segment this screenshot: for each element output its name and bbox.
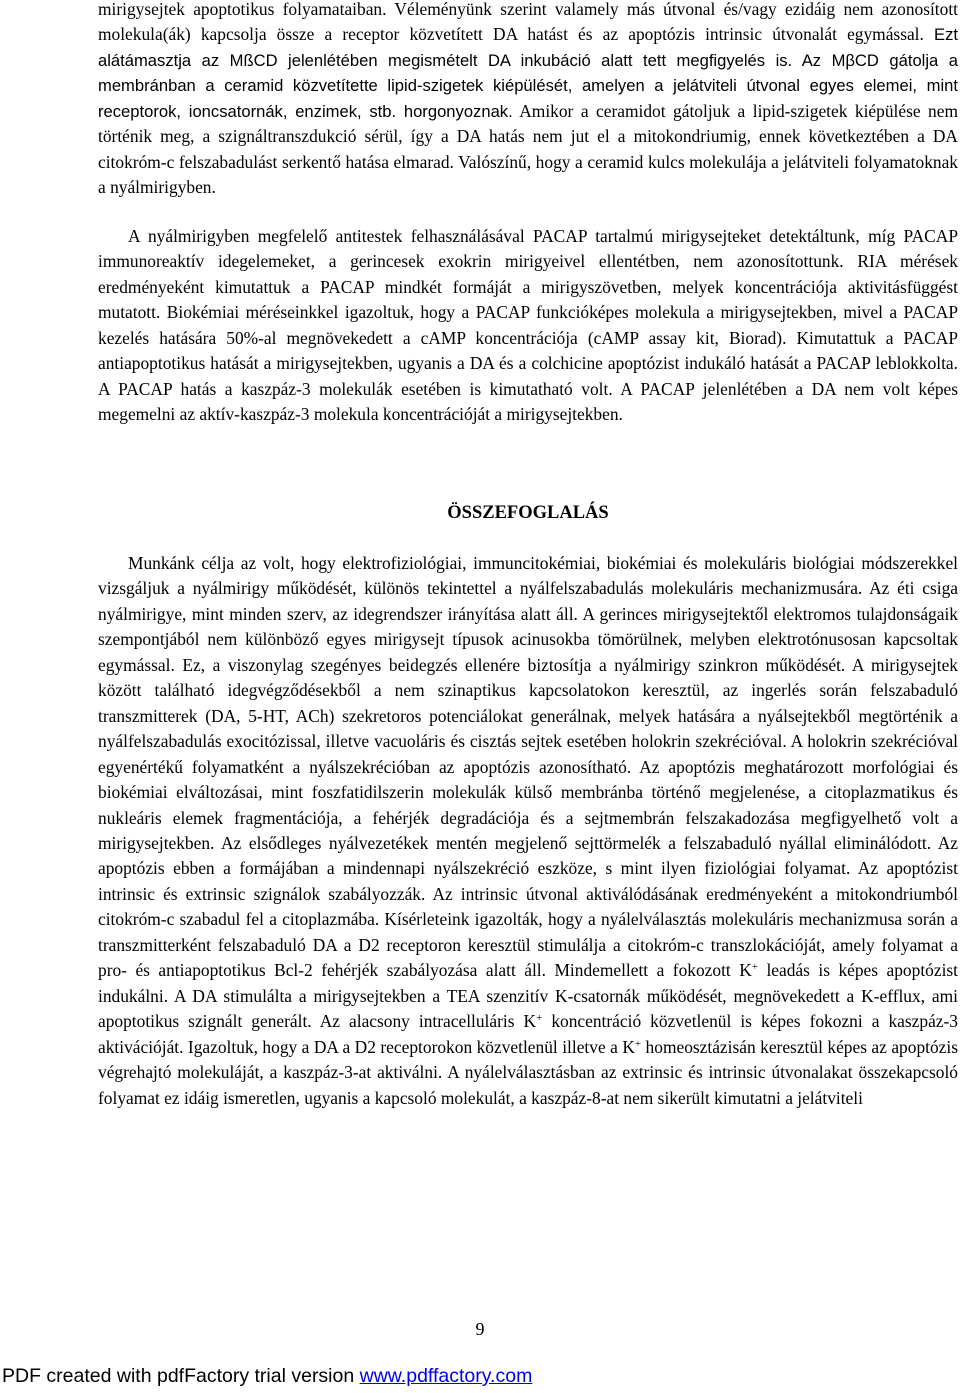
- footer-text: PDF created with pdfFactory trial version: [2, 1365, 360, 1387]
- superscript-plus-3: +: [634, 1037, 642, 1050]
- paragraph-3-part-3: koncentráció közvetlenül is képes fokozni a kaszpáz-3 aktivációját. Igazoltuk, hogy a DA a D2 receptorokon közvetlenül illetve a K: [98, 1011, 958, 1057]
- superscript-plus-1: +: [751, 961, 758, 974]
- paragraph-1-part-2: Ezt alátámasztja az MßCD jelenlétében megismételt DA inkubáció alatt tett megfigyelés is. Az MβCD gátolja a membránban a ceramid közvetítette lipid-szigetek kiépülését, amelyen a jelátviteli útvonal egyes elemei, mint receptorok, ioncsatornák, enzimek, stb. horgonyoznak.: [98, 25, 958, 121]
- pdf-footer: [2, 1365, 532, 1388]
- page-number: 9: [475, 1319, 485, 1339]
- paragraph-1-part-3: Amikor a ceramidot gátoljuk a lipid-szigetek kiépülése nem történik meg, a szignáltranszdukció sérül, így a DA hatás nem jut el a mitokondriumig, ennek következtében a DA citokróm-c felszabadulást serkentő hatása elmarad. Valószínű, hogy a ceramid kulcs molekulája a jelátviteli folyamatoknak a nyálmirigyben.: [98, 100, 958, 198]
- paragraph-3-part-2: leadás is képes apoptózist indukálni. A DA stimulálta a mirigysejtekben a TEA szenzitív K-csatornák működését, megnövekedett a K-efflux, ami apoptotikus szignált generált. Az alacsony intracelluláris K: [98, 960, 958, 1032]
- paragraph-3: [98, 551, 958, 1111]
- footer-link[interactable]: www.pdffactory.com: [359, 1365, 533, 1387]
- superscript-plus-2: +: [536, 1012, 543, 1025]
- section-heading: ÖSSZEFOGLALÁS: [447, 503, 609, 523]
- paragraph-2: A nyálmirigyben megfelelő antitestek felhasználásával PACAP tartalmú mirigysejteket detektáltunk, míg PACAP immunoreaktív idegelemeket, a gerincesek exokrin mirigyeivel ellentétben, nem azonosítottunk. RIA mérések eredményeként kimutattuk a PACAP mindkét formáját a mirigyszövetben, melyek koncentrációja aktivitásfüggést mutatott. Biokémiai méréseinkkel igazoltuk, hogy a PACAP funkcióképes molekula a mirigysejtekben, mivel a PACAP kezelés hatására 50%-al megnövekedett a cAMP koncentrációja (cAMP assay kit, Biorad). Kimutattuk a PACAP antiapoptotikus hatását a mirigysejtekben, ugyanis a DA és a colchicine apoptózist indukáló hatását a PACAP leblokkolta. A PACAP hatás a kaszpáz-3 molekulák esetében is kimutatható volt. A PACAP jelenlétében a DA nem volt képes megemelni az aktív-kaszpáz-3 molekula koncentrációját a mirigysejtekben.: [98, 226, 958, 425]
- paragraph-1-part-1: mirigysejtek apoptotikus folyamataiban. Véleményünk szerint valamely más útvonal és/vagy ezidáig nem azonosított molekula(ák) kapcsolja össze a receptor közvetített DA hatást és az apoptózis intrinsic útvonalát egymással.: [98, 0, 958, 45]
- paragraph-3-part-1: Munkánk célja az volt, hogy elektrofiziológiai, immuncitokémiai, biokémiai és molekuláris biológiai módszerekkel vizsgáljuk a nyálmirigy működését, különös tekintettel a nyálfelszabadulás molekuláris mechanizmusára. Az éti csiga nyálmirigye, mint minden szerv, az idegrendszer irányítása alatt áll. A gerinces mirigysejtektől elektromos tulajdonságaik szempontjából nem különböző egyes mirigysejt típusok acinusokba tömörülnek, melyben elektrotónusosan kapcsoltak egymással. Ez, a viszonylag szegényes beidegzés ellenére biztosítja a nyálmirigy szinkron működését. A mirigysejtek között található idegvégződésekből a nem szinaptikus kapcsolatokon keresztül, az ingerlés során felszabaduló transzmitterek (DA, 5-HT, ACh) szekretoros potenciálokat generálnak, melyek hatására a nyálsejtekből megtörténik a nyálfelszabadulás exocitózissal, illetve vacuoláris és cisztás sejtek esetében holokrin szekrécióval. A holokrin szekrécióval egyenértékű folyamatként a nyálszekrécióban az apoptózis azonosítható. Az apoptózis meghatározott morfológiai és biokémiai elváltozásai, mint foszfatidilszerin molekulák külső membránba történő megjelenése, a citoplazmatikus és nukleáris elemek fragmentációja, a fehérjék degradációja és a sejtmembrán felszakadozása megfigyelhető volt a mirigysejtekben. Az elsődleges nyálvezetékek mentén megjelenő sejttörmelék a felszabaduló nyállal eliminálódott. Az apoptózis ebben a formájában a mindennapi nyálszekréció eszköze, s mint ilyen fiziológiai folyamat. Az apoptózist intrinsic és extrinsic szignálok szabályozzák. Az intrinsic útvonal aktiválódásának eredményeként a mitokondriumból citokróm-c szabadul fel a citoplazmába. Kísérleteink igazolták, hogy a nyálelválasztás molekuláris mechanizmusa során a transzmitterként felszabaduló DA a D2 receptoron keresztül stimulálja a citokróm-c transzlokációját, amely folyamat a pro- és antiapoptotikus Bcl-2 fehérjék szabályozása alatt áll. Mindemellett a fokozott K: [98, 553, 958, 981]
- paragraph-3-part-4: homeosztázisán keresztül képes az apoptózis végrehajtó molekuláját, a kaszpáz-3-at aktiválni. A nyálelválasztásban az extrinsic és intrinsic útvonalakat összekapcsoló folyamat ez idáig ismeretlen, ugyanis a kapcsoló molekulát, a kaszpáz-8-at nem sikerült kimutatni a jelátviteli: [98, 1036, 958, 1108]
- paragraph-1: [98, 0, 958, 201]
